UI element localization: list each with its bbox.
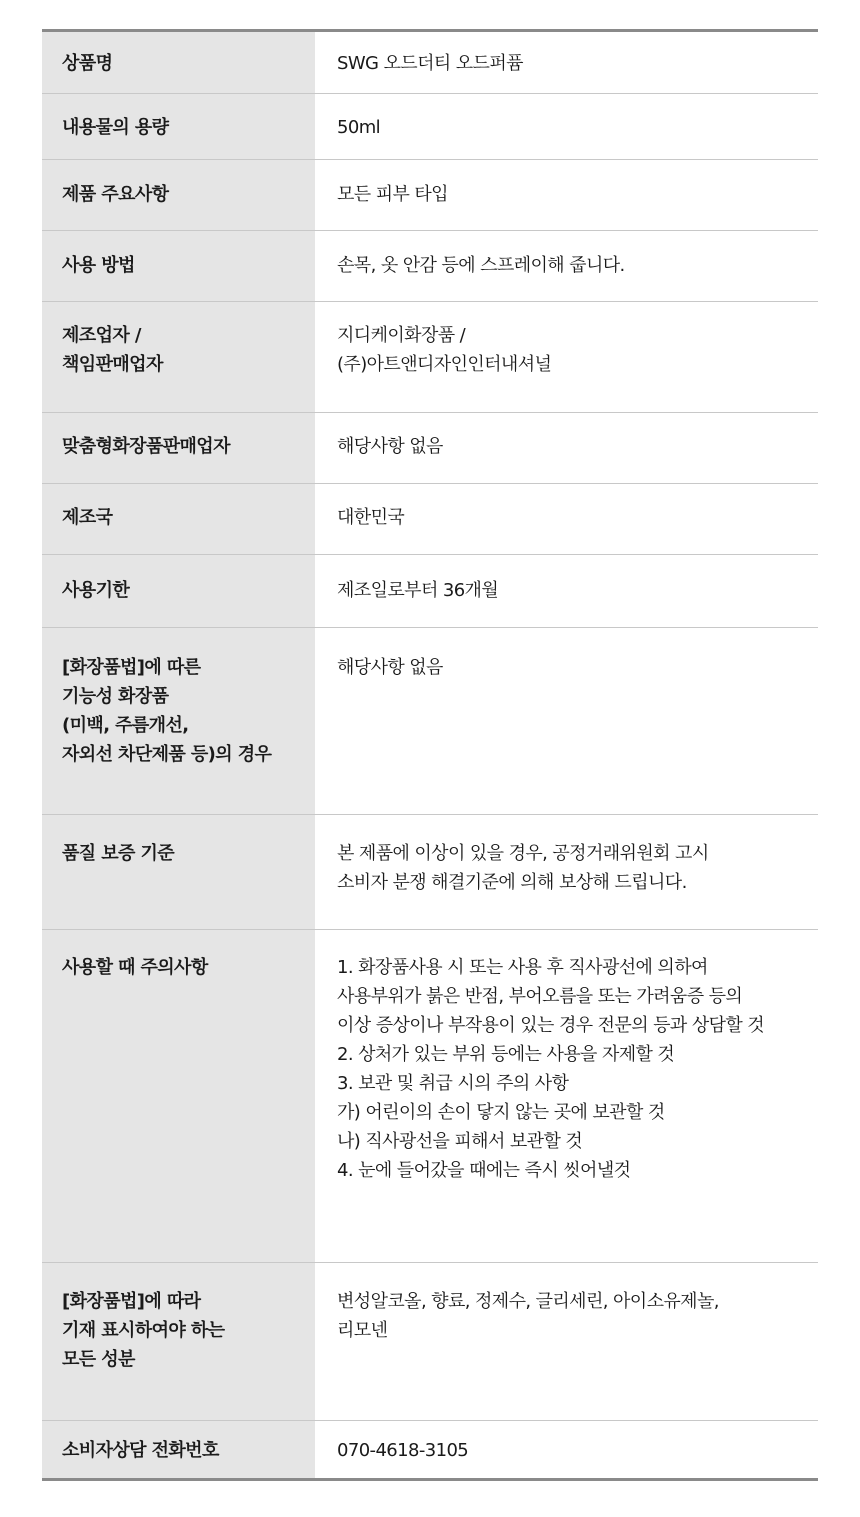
info-row-label [42,160,315,230]
label-line: 기능성 화장품 [62,686,169,707]
value-line: 070-4618-3105 [337,1440,469,1461]
info-row [42,484,818,555]
label-line: 맞춤형화장품판매업자 [62,436,230,457]
label-line: 사용 방법 [62,255,135,276]
label-line: 사용기한 [62,580,130,601]
info-row-value [315,160,818,230]
label-line: [화장품법]에 따라 [62,1291,201,1312]
value-line: 해당사항 없음 [337,436,443,457]
info-row-value [315,32,818,93]
info-row [42,302,818,413]
value-line: 변성알코올, 향료, 정제수, 글리세린, 아이소유제놀, [337,1291,719,1312]
info-row-value [315,231,818,301]
info-row [42,815,818,930]
info-row-label [42,231,315,301]
info-row-label [42,815,315,929]
info-row-value [315,555,818,627]
info-row-value [315,94,818,159]
value-line: 리모넨 [337,1320,388,1341]
label-line: 모든 성분 [62,1349,135,1370]
value-line: 가) 어린이의 손이 닿지 않는 곳에 보관할 것 [337,1102,665,1123]
info-row-value [315,815,818,929]
info-row [42,413,818,484]
label-line: 제품 주요사항 [62,184,169,205]
value-line: 3. 보관 및 취급 시의 주의 사항 [337,1073,569,1094]
info-row-value [315,1421,818,1478]
value-line: 1. 화장품사용 시 또는 사용 후 직사광선에 의하여 [337,957,708,978]
value-line: (주)아트앤디자인인터내셔널 [337,354,552,375]
info-row-label [42,302,315,412]
value-line: 4. 눈에 들어갔을 때에는 즉시 씻어낼것 [337,1160,631,1181]
product-info-table [42,29,818,1481]
value-line: 소비자 분쟁 해결기준에 의해 보상해 드립니다. [337,872,687,893]
info-row-label [42,930,315,1262]
value-line: 손목, 옷 안감 등에 스프레이해 줍니다. [337,255,625,276]
info-row [42,628,818,815]
value-line: 모든 피부 타입 [337,184,448,205]
value-line: 지디케이화장품 / [337,325,466,346]
label-line: [화장품법]에 따른 [62,657,201,678]
info-row-label [42,1263,315,1420]
info-row-label [42,484,315,554]
info-row-label [42,1421,315,1478]
value-line: SWG 오드더티 오드퍼퓸 [337,53,523,74]
value-line: 50ml [337,117,381,138]
info-row-label [42,413,315,483]
info-row-label [42,94,315,159]
value-line: 해당사항 없음 [337,657,443,678]
label-line: 기재 표시하여야 하는 [62,1320,225,1341]
label-line: 제조업자 / [62,325,141,346]
value-line: 2. 상처가 있는 부위 등에는 사용을 자제할 것 [337,1044,675,1065]
info-row-label [42,555,315,627]
label-line: 제조국 [62,507,113,528]
value-line: 이상 증상이나 부작용이 있는 경우 전문의 등과 상담할 것 [337,1015,765,1036]
label-line: 책임판매업자 [62,354,163,375]
info-row-value [315,1263,818,1420]
value-line: 대한민국 [337,507,405,528]
info-row [42,930,818,1263]
label-line: (미백, 주름개선, [62,715,189,736]
value-line: 나) 직사광선을 피해서 보관할 것 [337,1131,583,1152]
info-row-value [315,930,818,1262]
info-row [42,160,818,231]
info-row [42,231,818,302]
info-row-value [315,628,818,814]
info-row [42,555,818,628]
value-line: 제조일로부터 36개월 [337,580,499,601]
info-row [42,32,818,94]
value-line: 사용부위가 붉은 반점, 부어오름을 또는 가려움증 등의 [337,986,743,1007]
info-row-label [42,628,315,814]
label-line: 상품명 [62,53,113,74]
value-line: 본 제품에 이상이 있을 경우, 공정거래위원회 고시 [337,843,709,864]
info-row-value [315,484,818,554]
info-row-value [315,413,818,483]
label-line: 소비자상담 전화번호 [62,1440,219,1461]
info-row [42,1421,818,1478]
info-row-label [42,32,315,93]
info-row [42,94,818,160]
info-row-value [315,302,818,412]
label-line: 내용물의 용량 [62,117,169,138]
label-line: 자외선 차단제품 등)의 경우 [62,744,272,765]
info-row [42,1263,818,1421]
label-line: 품질 보증 기준 [62,843,175,864]
label-line: 사용할 때 주의사항 [62,957,208,978]
